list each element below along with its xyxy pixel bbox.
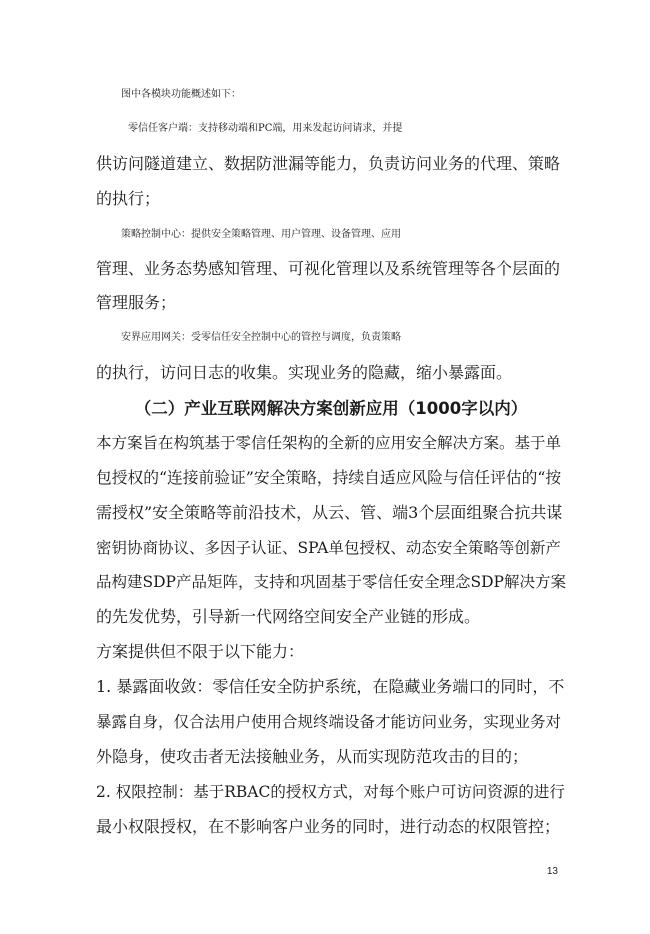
capability-2-line-2: 最小权限授权，在不影响客户业务的同时，进行动态的权限管控； (96, 817, 561, 836)
page-number: 13 (546, 866, 558, 877)
summary-line-6: 的先发优势，引导新一代网络空间安全产业链的形成。 (96, 607, 481, 626)
capability-1-line-1: 1. 暴露面收敛：零信任安全防护系统，在隐藏业务端口的同时，不 (96, 677, 565, 696)
control-center-paragraph-line-3: 管理服务； (96, 293, 177, 312)
client-paragraph-line-1: 零信任客户端：支持移动端和PC端，用来发起访问请求，并提 (128, 123, 403, 134)
gateway-paragraph-line-1: 安界应用网关：受零信任安全控制中心的管控与调度，负责策略 (121, 332, 401, 343)
control-center-paragraph-line-1: 策略控制中心：提供安全策略管理、用户管理、设备管理、应用 (121, 229, 401, 240)
summary-line-4: 密钥协商协议、多因子认证、SPA单包授权、动态安全策略等创新产 (96, 539, 561, 557)
capabilities-intro: 方案提供但不限于以下能力： (96, 642, 305, 661)
summary-line-2: 包授权的“连接前验证”安全策略，持续自适应风险与信任评估的“按 (96, 468, 562, 487)
control-center-paragraph-line-2: 管理、业务态势感知管理、可视化管理以及系统管理等各个层面的 (96, 259, 561, 278)
summary-line-1: 本方案旨在构筑基于零信任架构的全新的应用安全解决方案。基于单 (96, 434, 562, 452)
capability-2-line-1: 2. 权限控制：基于RBAC的授权方式，对每个账户可访问资源的进行 (96, 783, 565, 801)
capability-1-line-2: 暴露自身，仅合法用户使用合规终端设备才能访问业务，实现业务对 (96, 713, 562, 731)
summary-line-3: 需授权”安全策略等前沿技术，从云、管、端3个层面组聚合抗共谋 (96, 503, 563, 522)
client-paragraph-line-3: 的执行； (96, 189, 161, 208)
capability-1-line-3: 外隐身，使攻击者无法接触业务，从而实现防范攻击的目的； (96, 747, 529, 766)
intro-paragraph: 图中各模块功能概述如下： (121, 89, 241, 100)
client-paragraph-line-2: 供访问隧道建立、数据防泄漏等能力，负责访问业务的代理、策略 (96, 154, 561, 173)
summary-line-5: 品构建SDP产品矩阵，支持和巩固基于零信任安全理念SDP解决方案 (96, 573, 566, 591)
section-heading: （二）产业互联网解决方案创新应用（1000字以内） (134, 399, 528, 418)
gateway-paragraph-line-2: 的执行，访问日志的收集。实现业务的隐藏，缩小暴露面。 (96, 363, 513, 382)
